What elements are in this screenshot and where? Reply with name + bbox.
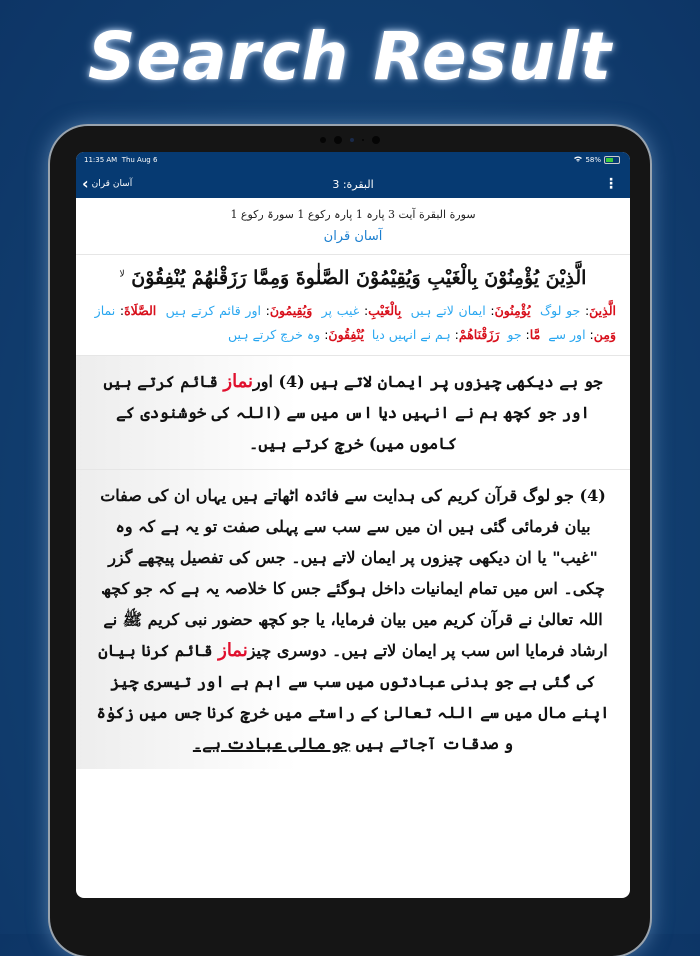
back-label: آسان قران xyxy=(91,179,133,189)
wbw-meaning: جو xyxy=(507,327,522,342)
wbw-meaning: اور قائم کرتے ہیں xyxy=(165,303,261,318)
translation-text xyxy=(76,356,630,469)
wbw-meaning: جو لوگ xyxy=(539,303,581,318)
wbw-arabic[interactable]: بِالْغَيْبِ xyxy=(368,303,402,318)
wbw-arabic[interactable]: يُنْفِقُونَ xyxy=(328,327,364,342)
translation-part: جو بے دیکھی چیزوں پر ایمان لاتے ہیں (4) اور xyxy=(252,372,603,391)
wbw-meaning: نماز xyxy=(94,303,116,318)
arabic-verse-text: الَّذِيْنَ يُؤْمِنُوْنَ بِالْغَيْبِ وَيُقِيْمُوْنَ الصَّلٰوةَ وَمِمَّا رَزَقْنٰهُمْ يُنْفِقُوْنَ xyxy=(131,267,587,289)
arabic-verse xyxy=(76,255,630,295)
translation-name[interactable]: آسان قران xyxy=(323,229,383,244)
wbw-arabic[interactable]: مَّا xyxy=(529,327,541,342)
verse-stop-mark: لا xyxy=(119,269,125,280)
app-screen xyxy=(76,152,630,898)
more-vertical-icon[interactable]: ⋮ xyxy=(604,176,618,192)
highlighted-word: نماز xyxy=(223,371,253,392)
headline: Search Result xyxy=(87,18,613,95)
verse-reference: سورة البقرة آیت 3 پارہ 1 پارہ رکوع 1 سورۃ رکوع 1 xyxy=(230,208,476,221)
underlined-text: جو مالی عبادت ہے۔ xyxy=(192,734,351,753)
highlighted-word: نماز xyxy=(218,640,248,661)
tafseer-text xyxy=(76,470,630,769)
wbw-arabic[interactable]: وَمِن xyxy=(593,327,616,342)
wbw-meaning: وہ خرچ کرتے ہیں xyxy=(227,327,321,342)
camera-array xyxy=(320,136,380,144)
status-time: 11:35 AM xyxy=(84,156,118,164)
status-bar xyxy=(84,156,620,164)
tafseer-part: (4) جو لوگ قرآن کریم کی ہدایت سے فائدہ اٹھاتے ہیں یہاں ان کی صفات بیان فرمائی گئی ہیں ان میں سے سب سے پہلی صفت تو یہ ہے کہ وہ "غیب" یا ان دیکھی چیزوں پر ایمان لاتے ہیں۔ جس کی تفصیل پیچھے گزر چکی۔ اس میں تمام ایمانیات داخل ہوگئے جس کا خلاصہ یہ ہے کہ جو کچھ اللہ تعالیٰ نے قرآن کریم میں بیان فرمایا، یا جو کچھ حضور نبی کریم ﷺ نے ارشاد فرمایا اس سب پر ایمان لاتے ہیں۔ دوسری چیز xyxy=(100,486,608,660)
wifi-icon xyxy=(574,156,582,164)
battery-percent: 58% xyxy=(585,156,601,164)
tablet-frame xyxy=(50,126,650,956)
battery-icon xyxy=(604,156,620,164)
wbw-arabic[interactable]: رَزَقْنَاهُمْ xyxy=(458,327,500,342)
wbw-meaning: اور سے xyxy=(548,327,586,342)
wbw-arabic[interactable]: وَيُقِيمُونَ xyxy=(269,303,313,318)
tafseer-part: قائم کرنا بیان کی گئی ہے جو بدنی عبادتوں میں سب سے اہم ہے اور تیسری چیز اپنے مال میں سے اللہ تعالیٰ کے راستے میں خرچ کرنا جس میں زکوٰۃ و صدقات آجاتے ہیں xyxy=(96,641,610,753)
wbw-arabic[interactable]: يُؤْمِنُونَ xyxy=(494,303,531,318)
wbw-arabic[interactable]: الصَّلَاةَ xyxy=(124,303,157,318)
chevron-left-icon: ‹ xyxy=(82,174,89,193)
translation-part: قائم کرتے ہیں اور جو کچھ ہم نے انہیں دیا اس میں سے (اللہ کی خوشنودی کے کاموں میں) خرچ کرتے ہیں۔ xyxy=(103,372,590,453)
wbw-meaning: ہم نے انہیں دیا xyxy=(371,327,451,342)
page-title: البقرة: 3 xyxy=(332,177,374,191)
nav-bar xyxy=(76,152,630,198)
status-date: Thu Aug 6 xyxy=(121,156,158,164)
wbw-meaning: غیب پر xyxy=(321,303,360,318)
wbw-arabic[interactable]: الَّذِينَ xyxy=(589,303,616,318)
wbw-meaning: ایمان لاتے ہیں xyxy=(410,303,486,318)
word-by-word: الَّذِينَ: جو لوگ يُؤْمِنُونَ: ایمان لاتے ہیں بِالْغَيْبِ: غیب پر وَيُقِيمُونَ: اور قائم کرتے ہیں الصَّلَاةَ: نماز وَمِن: اور سے مَّا: جو رَزَقْنَاهُمْ: ہم نے انہیں دیا يُنْفِقُونَ: وہ خرچ کرتے ہیں xyxy=(94,303,616,342)
